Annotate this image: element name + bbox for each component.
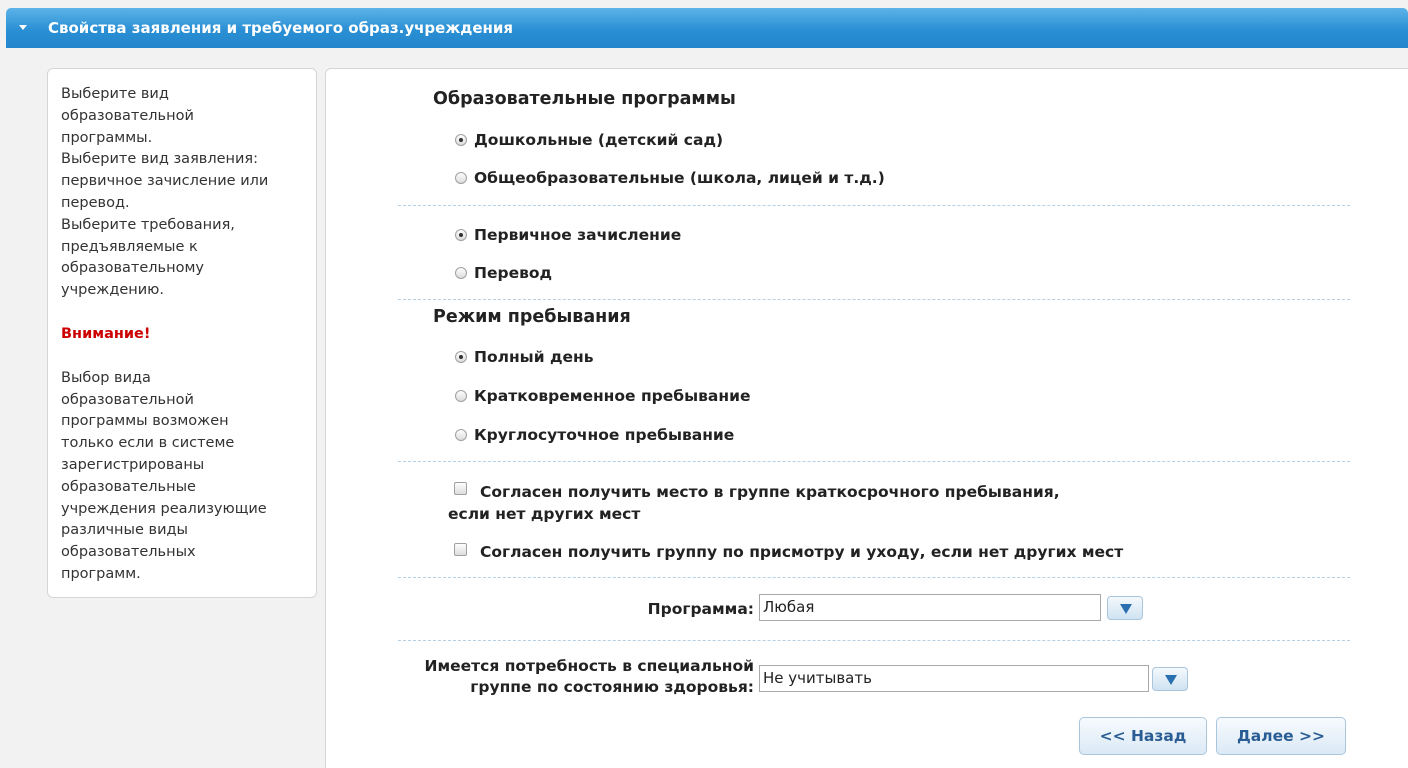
checkbox-short-stay-group[interactable] [454, 482, 467, 495]
health-group-select[interactable]: Не учитывать [759, 665, 1149, 692]
radio-short-stay[interactable] [455, 387, 750, 405]
stay-mode-title: Режим пребывания [433, 307, 631, 327]
help-line: программы. [61, 129, 153, 146]
help-line: образовательные [61, 478, 196, 495]
form-panel [325, 68, 1408, 768]
help-line: образовательных [61, 544, 196, 561]
health-label-line1: Имеется потребность в специальной [424, 657, 754, 675]
radio-label: Первичное зачисление [474, 226, 682, 244]
divider [398, 640, 1350, 641]
program-select[interactable]: Любая [759, 594, 1101, 621]
radio-general-education[interactable] [455, 169, 885, 187]
radio-label: Круглосуточное пребывание [474, 426, 735, 444]
back-button[interactable]: << Назад [1079, 717, 1207, 755]
help-line: различные виды [61, 522, 188, 539]
radio-preschool[interactable] [455, 131, 723, 149]
help-line: образовательной [61, 107, 194, 124]
dropdown-arrow-icon [1120, 604, 1132, 614]
radio-button-icon[interactable] [455, 172, 467, 184]
help-line: только если в системе [61, 435, 235, 452]
help-line: образовательной [61, 391, 194, 408]
divider [398, 577, 1350, 578]
help-line: зарегистрированы [61, 456, 205, 473]
radio-button-icon[interactable] [455, 351, 467, 363]
radio-full-day[interactable] [455, 348, 594, 366]
radio-button-icon[interactable] [455, 229, 467, 241]
help-line: программы возможен [61, 413, 229, 430]
checkbox-label-line1: Согласен получить место в группе краткосрочного пребывания, [480, 483, 1060, 501]
section-header[interactable] [6, 8, 1408, 48]
programs-title: Образовательные программы [433, 89, 736, 109]
radio-round-the-clock[interactable] [455, 426, 734, 444]
radio-label: Перевод [474, 264, 553, 282]
divider [398, 461, 1350, 462]
divider [398, 205, 1350, 206]
help-line: Выберите требования, [61, 216, 235, 233]
radio-button-icon[interactable] [455, 134, 467, 146]
help-note [61, 368, 303, 586]
radio-label: Общеобразовательные (школа, лицей и т.д.) [474, 169, 885, 187]
program-label: Программа: [647, 600, 754, 618]
divider [398, 299, 1350, 300]
radio-button-icon[interactable] [455, 267, 467, 279]
dropdown-arrow-icon [1165, 675, 1177, 685]
checkbox-label-line2: если нет других мест [448, 505, 641, 523]
help-line: первичное зачисление или [61, 173, 269, 190]
attention-label: Внимание! [61, 325, 151, 342]
collapse-triangle-icon[interactable] [19, 25, 27, 30]
help-panel [47, 68, 317, 598]
help-line: программ. [61, 565, 141, 582]
help-line: учреждению. [61, 282, 165, 299]
radio-button-icon[interactable] [455, 390, 467, 402]
radio-label: Полный день [474, 348, 594, 366]
help-line: перевод. [61, 194, 130, 211]
radio-initial-enrollment[interactable] [455, 226, 681, 244]
help-line: Выберите вид заявления: [61, 151, 259, 168]
section-title: Свойства заявления и требуемого образ.учреждения [48, 19, 514, 37]
help-intro [61, 84, 303, 302]
radio-transfer[interactable] [455, 264, 552, 282]
health-group-label [376, 656, 754, 698]
radio-button-icon[interactable] [455, 429, 467, 441]
health-label-line2: группе по состоянию здоровья: [470, 678, 754, 696]
help-line: образовательному [61, 260, 204, 277]
checkbox-label: Согласен получить группу по присмотру и уходу, если нет других мест [480, 543, 1124, 561]
radio-label: Дошкольные (детский сад) [474, 131, 724, 149]
health-group-dropdown-button[interactable] [1152, 667, 1188, 691]
checkbox-care-group[interactable] [454, 543, 467, 556]
next-button[interactable]: Далее >> [1216, 717, 1346, 755]
help-line: предъявляемые к [61, 238, 198, 255]
radio-label: Кратковременное пребывание [474, 387, 751, 405]
help-line: Выберите вид [61, 86, 169, 102]
program-dropdown-button[interactable] [1107, 596, 1143, 620]
help-line: Выбор вида [61, 369, 151, 386]
help-line: учреждения реализующие [61, 500, 267, 517]
